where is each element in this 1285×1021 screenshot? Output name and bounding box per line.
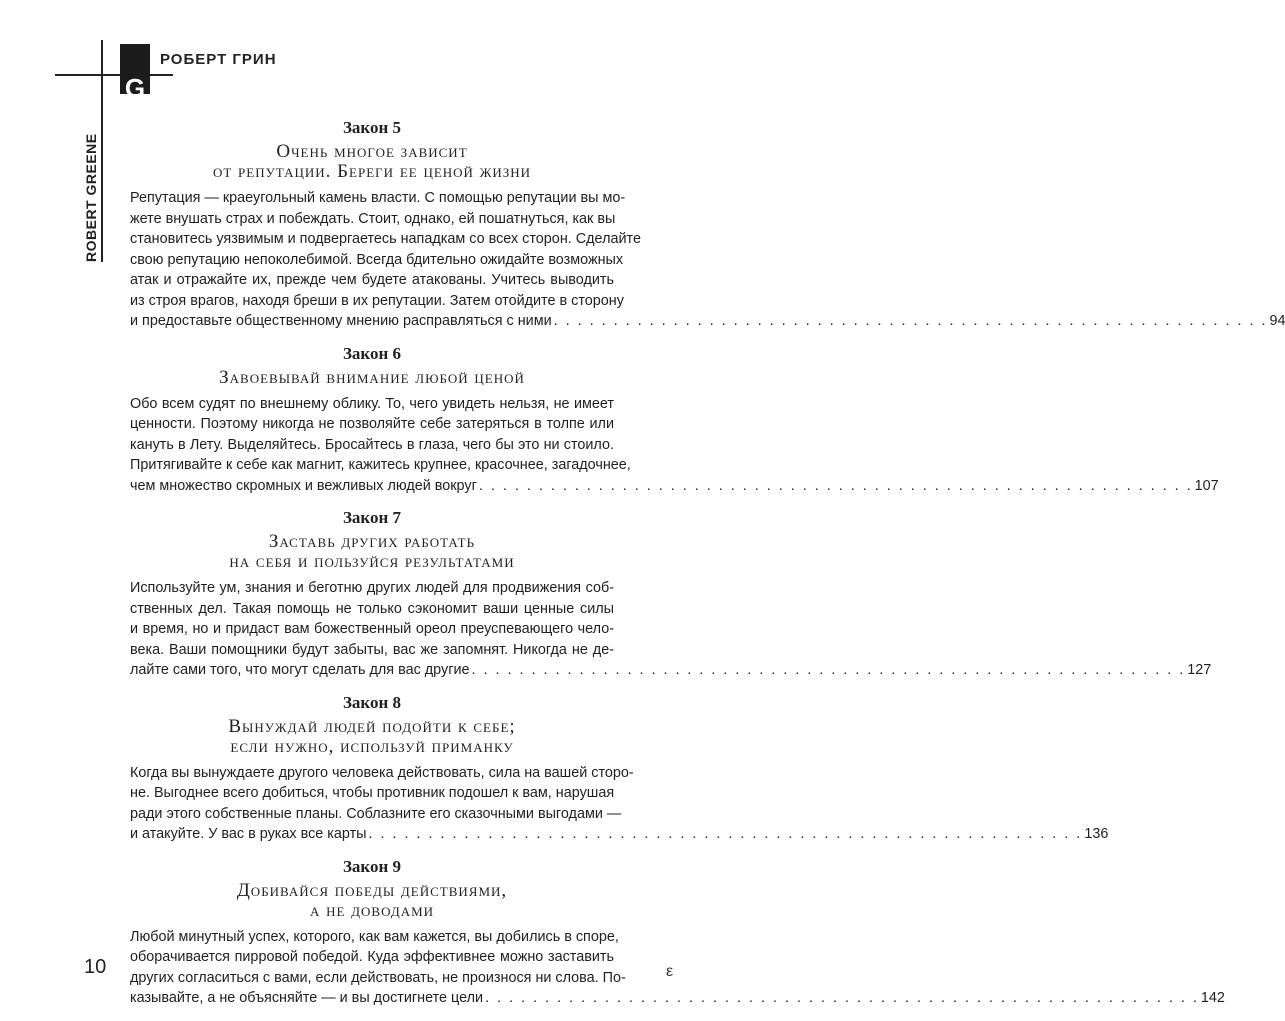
toc-leader-line [130, 988, 1225, 1009]
toc-leader-line [130, 476, 1219, 497]
toc-leader-line [130, 660, 1212, 681]
text-line: Используйте ум, знания и беготню других людей для продвижения соб- [130, 580, 614, 596]
text-line: кануть в Лету. Выделяйтесь. Бросайтесь в глаза, чего бы это ни стоило. [130, 436, 614, 453]
law-title [130, 881, 614, 921]
text-line: Обо всем судят по внешнему облику. То, чего увидеть нельзя, не имеет [130, 395, 614, 412]
text-line: свою репутацию непоколебимой. Всегда бдительно ожидайте возможных [130, 251, 624, 268]
law-number: Закон 5 [342, 118, 402, 137]
dot-leader: . . . . . . . . . . . . . . . . . . . . . . . . . . . . . . . . . . . . . . . . . . . . . . . . . . . . . . . . . . . . [553, 313, 1268, 329]
law-title-line: Вынуждай людей подойти к себе; [228, 715, 516, 737]
running-header-author: РОБЕРТ ГРИН [160, 51, 277, 68]
text-line: ственных дел. Такая помощь не только сэкономит ваши ценные силы [130, 600, 614, 617]
text-line: века. Ваши помощники будут забыты, вас же запомнят. Никогда не де- [130, 641, 614, 658]
law-description [130, 394, 1219, 497]
law-number: Закон 9 [342, 856, 402, 876]
law-title [130, 532, 614, 572]
law-description [130, 188, 1285, 332]
law-title-line: на себя и пользуйся результатами [229, 551, 515, 572]
law-description [130, 927, 1225, 1009]
law-title-line: если нужно, используй приманку [230, 735, 514, 757]
page-reference: 107 [1194, 477, 1219, 494]
law-title [130, 717, 614, 757]
table-of-contents [130, 118, 1285, 1021]
page-reference: 127 [1187, 662, 1212, 678]
law-title [130, 142, 614, 182]
dot-leader: . . . . . . . . . . . . . . . . . . . . . . . . . . . . . . . . . . . . . . . . . . . . . . . . . . . . . . . . . . . . [485, 990, 1199, 1006]
toc-leader-line [130, 824, 1109, 845]
logo-g-block: G [120, 44, 150, 94]
text-line-end: лайте сами того, что могут сделать для вас другие [130, 662, 470, 678]
law-title-line: Завоевывай внимание любой ценой [219, 366, 525, 388]
page-number: 10 [84, 956, 107, 978]
spine-author-vertical: ROBERT GREENE [83, 133, 99, 262]
text-line: Притягивайте к себе как магнит, кажитесь крупнее, красочнее, загадочнее, [130, 457, 631, 473]
text-line: жете внушать страх и побеждать. Стоит, однако, ей пошатнуться, как вы [130, 210, 616, 227]
text-line: Репутация — краеугольный камень власти. С помощью репутации вы мо- [130, 190, 626, 206]
law-entry [130, 118, 1285, 332]
text-line: и время, но и придаст вам божественный ореол преуспевающего чело- [130, 621, 614, 637]
text-line: других согласиться с вами, если действовать, не произнося ни слова. По- [130, 969, 626, 986]
law-title-line: от репутации. Береги ее ценой жизни [212, 161, 532, 182]
law-number: Закон 7 [342, 508, 402, 527]
dot-leader: . . . . . . . . . . . . . . . . . . . . . . . . . . . . . . . . . . . . . . . . . . . . . . . . . . . . . . . . . . . . [478, 477, 1193, 494]
law-title-line: Добивайся победы действиями, [236, 879, 508, 901]
text-line: атак и отражайте их, прежде чем будете атакованы. Учитесь выводить [130, 272, 614, 288]
page-reference: 142 [1200, 990, 1225, 1006]
corner-mark: ε [666, 963, 674, 980]
law-description [130, 763, 1109, 845]
toc-leader-line [130, 311, 1285, 332]
law-title-line: Очень многое зависит [276, 141, 468, 162]
text-line: становитесь уязвимым и подвергаетесь нападкам со всех сторон. Сделайте [130, 231, 641, 247]
text-line-end: чем множество скромных и вежливых людей вокруг [130, 477, 477, 494]
law-number: Закон 8 [342, 692, 402, 712]
law-entry [130, 692, 1109, 845]
text-line: из строя врагов, находя бреши в их репутации. Затем отойдите в сторону [130, 292, 624, 309]
page-reference: 94 [1269, 313, 1285, 329]
text-line-end: казывайте, а не объясняйте — и вы достигнете цели [130, 990, 484, 1006]
text-line: ценности. Поэтому никогда не позволяйте себе затеряться в толпе или [130, 416, 614, 432]
header-horizontal-rule [55, 74, 173, 76]
law-entry [130, 856, 1225, 1009]
dot-leader: . . . . . . . . . . . . . . . . . . . . . . . . . . . . . . . . . . . . . . . . . . . . . . . . . . . . . . . . . . . . [471, 662, 1186, 678]
law-title-line: а не доводами [309, 899, 435, 921]
text-line: оборачивается пирровой победой. Куда эффективнее можно заставить [130, 949, 614, 965]
law-title-line: Заставь других работать [268, 531, 476, 552]
law-entry [130, 508, 1212, 681]
law-title [130, 368, 614, 388]
text-line: не. Выгоднее всего добиться, чтобы противник подошел к вам, нарушая [130, 785, 615, 801]
text-line: ради этого собственные планы. Соблазните его сказочными выгодами — [130, 805, 622, 822]
law-entry [130, 343, 1219, 497]
text-line: Когда вы вынуждаете другого человека действовать, сила на вашей сторо- [130, 764, 634, 781]
text-line-end: и атакуйте. У вас в руках все карты [130, 826, 367, 842]
text-line-end: и предоставьте общественному мнению расправляться с ними [130, 313, 552, 329]
text-line: Любой минутный успех, которого, как вам кажется, вы добились в споре, [130, 928, 619, 945]
law-description [130, 578, 1212, 681]
law-number: Закон 6 [342, 343, 402, 363]
page-reference: 136 [1084, 826, 1109, 842]
dot-leader: . . . . . . . . . . . . . . . . . . . . . . . . . . . . . . . . . . . . . . . . . . . . . . . . . . . . . . . . . . . . [368, 826, 1083, 842]
